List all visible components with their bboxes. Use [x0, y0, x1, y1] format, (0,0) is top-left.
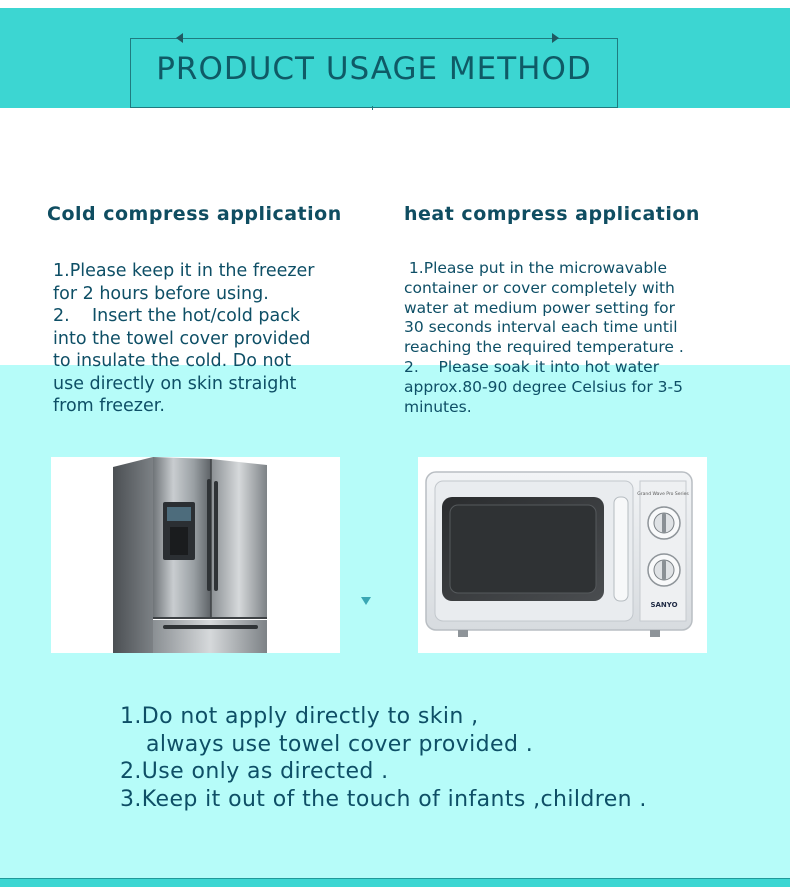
- down-arrow-icon: [361, 597, 371, 605]
- cold-compress-heading: Cold compress application: [47, 203, 342, 225]
- heat-instructions: [404, 259, 744, 417]
- heat-line: minutes.: [404, 397, 472, 416]
- title-frame: [130, 38, 618, 108]
- cold-line: to insulate the cold. Do not: [53, 351, 292, 371]
- cold-line: from freezer.: [53, 396, 165, 416]
- heat-compress-heading: heat compress application: [404, 203, 700, 225]
- microwave-icon: [418, 457, 707, 653]
- heat-line: 2. Please soak it into hot water: [404, 357, 660, 376]
- heat-line: 1.Please put in the microwavable: [404, 259, 668, 277]
- header-banner: [0, 8, 790, 108]
- right-arrow-icon: [552, 33, 559, 43]
- cold-line: use directly on skin straight: [53, 373, 297, 394]
- brand-label: SANYO: [650, 601, 678, 609]
- footer-bar: [0, 878, 790, 887]
- fridge-image: [51, 457, 340, 653]
- frame-tick: [372, 106, 373, 110]
- left-arrow-icon: [176, 33, 183, 43]
- cold-instructions: [53, 260, 373, 418]
- cold-line: 2. Insert the hot/cold pack: [53, 306, 300, 326]
- page-title: PRODUCT USAGE METHOD: [156, 51, 592, 87]
- cold-line: 1.Please keep it in the freezer: [53, 261, 315, 281]
- note-line-3: 2.Use only as directed .: [120, 759, 389, 784]
- heat-line: water at medium power setting for: [404, 298, 676, 317]
- note-line-1: 1.Do not apply directly to skin ,: [120, 704, 479, 729]
- microwave-image: [418, 457, 707, 653]
- cold-line: for 2 hours before using.: [53, 283, 269, 304]
- svg-text:Grand Wave Pro Series: Grand Wave Pro Series: [637, 492, 689, 497]
- note-line-2: always use towel cover provided .: [146, 731, 534, 757]
- warning-notes: [120, 703, 647, 813]
- cold-line: into the towel cover provided: [53, 328, 311, 349]
- heat-line: reaching the required temperature .: [404, 338, 684, 357]
- heat-line: approx.80-90 degree Celsius for 3-5: [404, 377, 683, 396]
- heat-line: 30 seconds interval each time until: [404, 318, 678, 337]
- note-line-4: 3.Keep it out of the touch of infants ,children .: [120, 786, 647, 812]
- fridge-icon: [51, 457, 340, 653]
- heat-line: container or cover completely with: [404, 278, 675, 297]
